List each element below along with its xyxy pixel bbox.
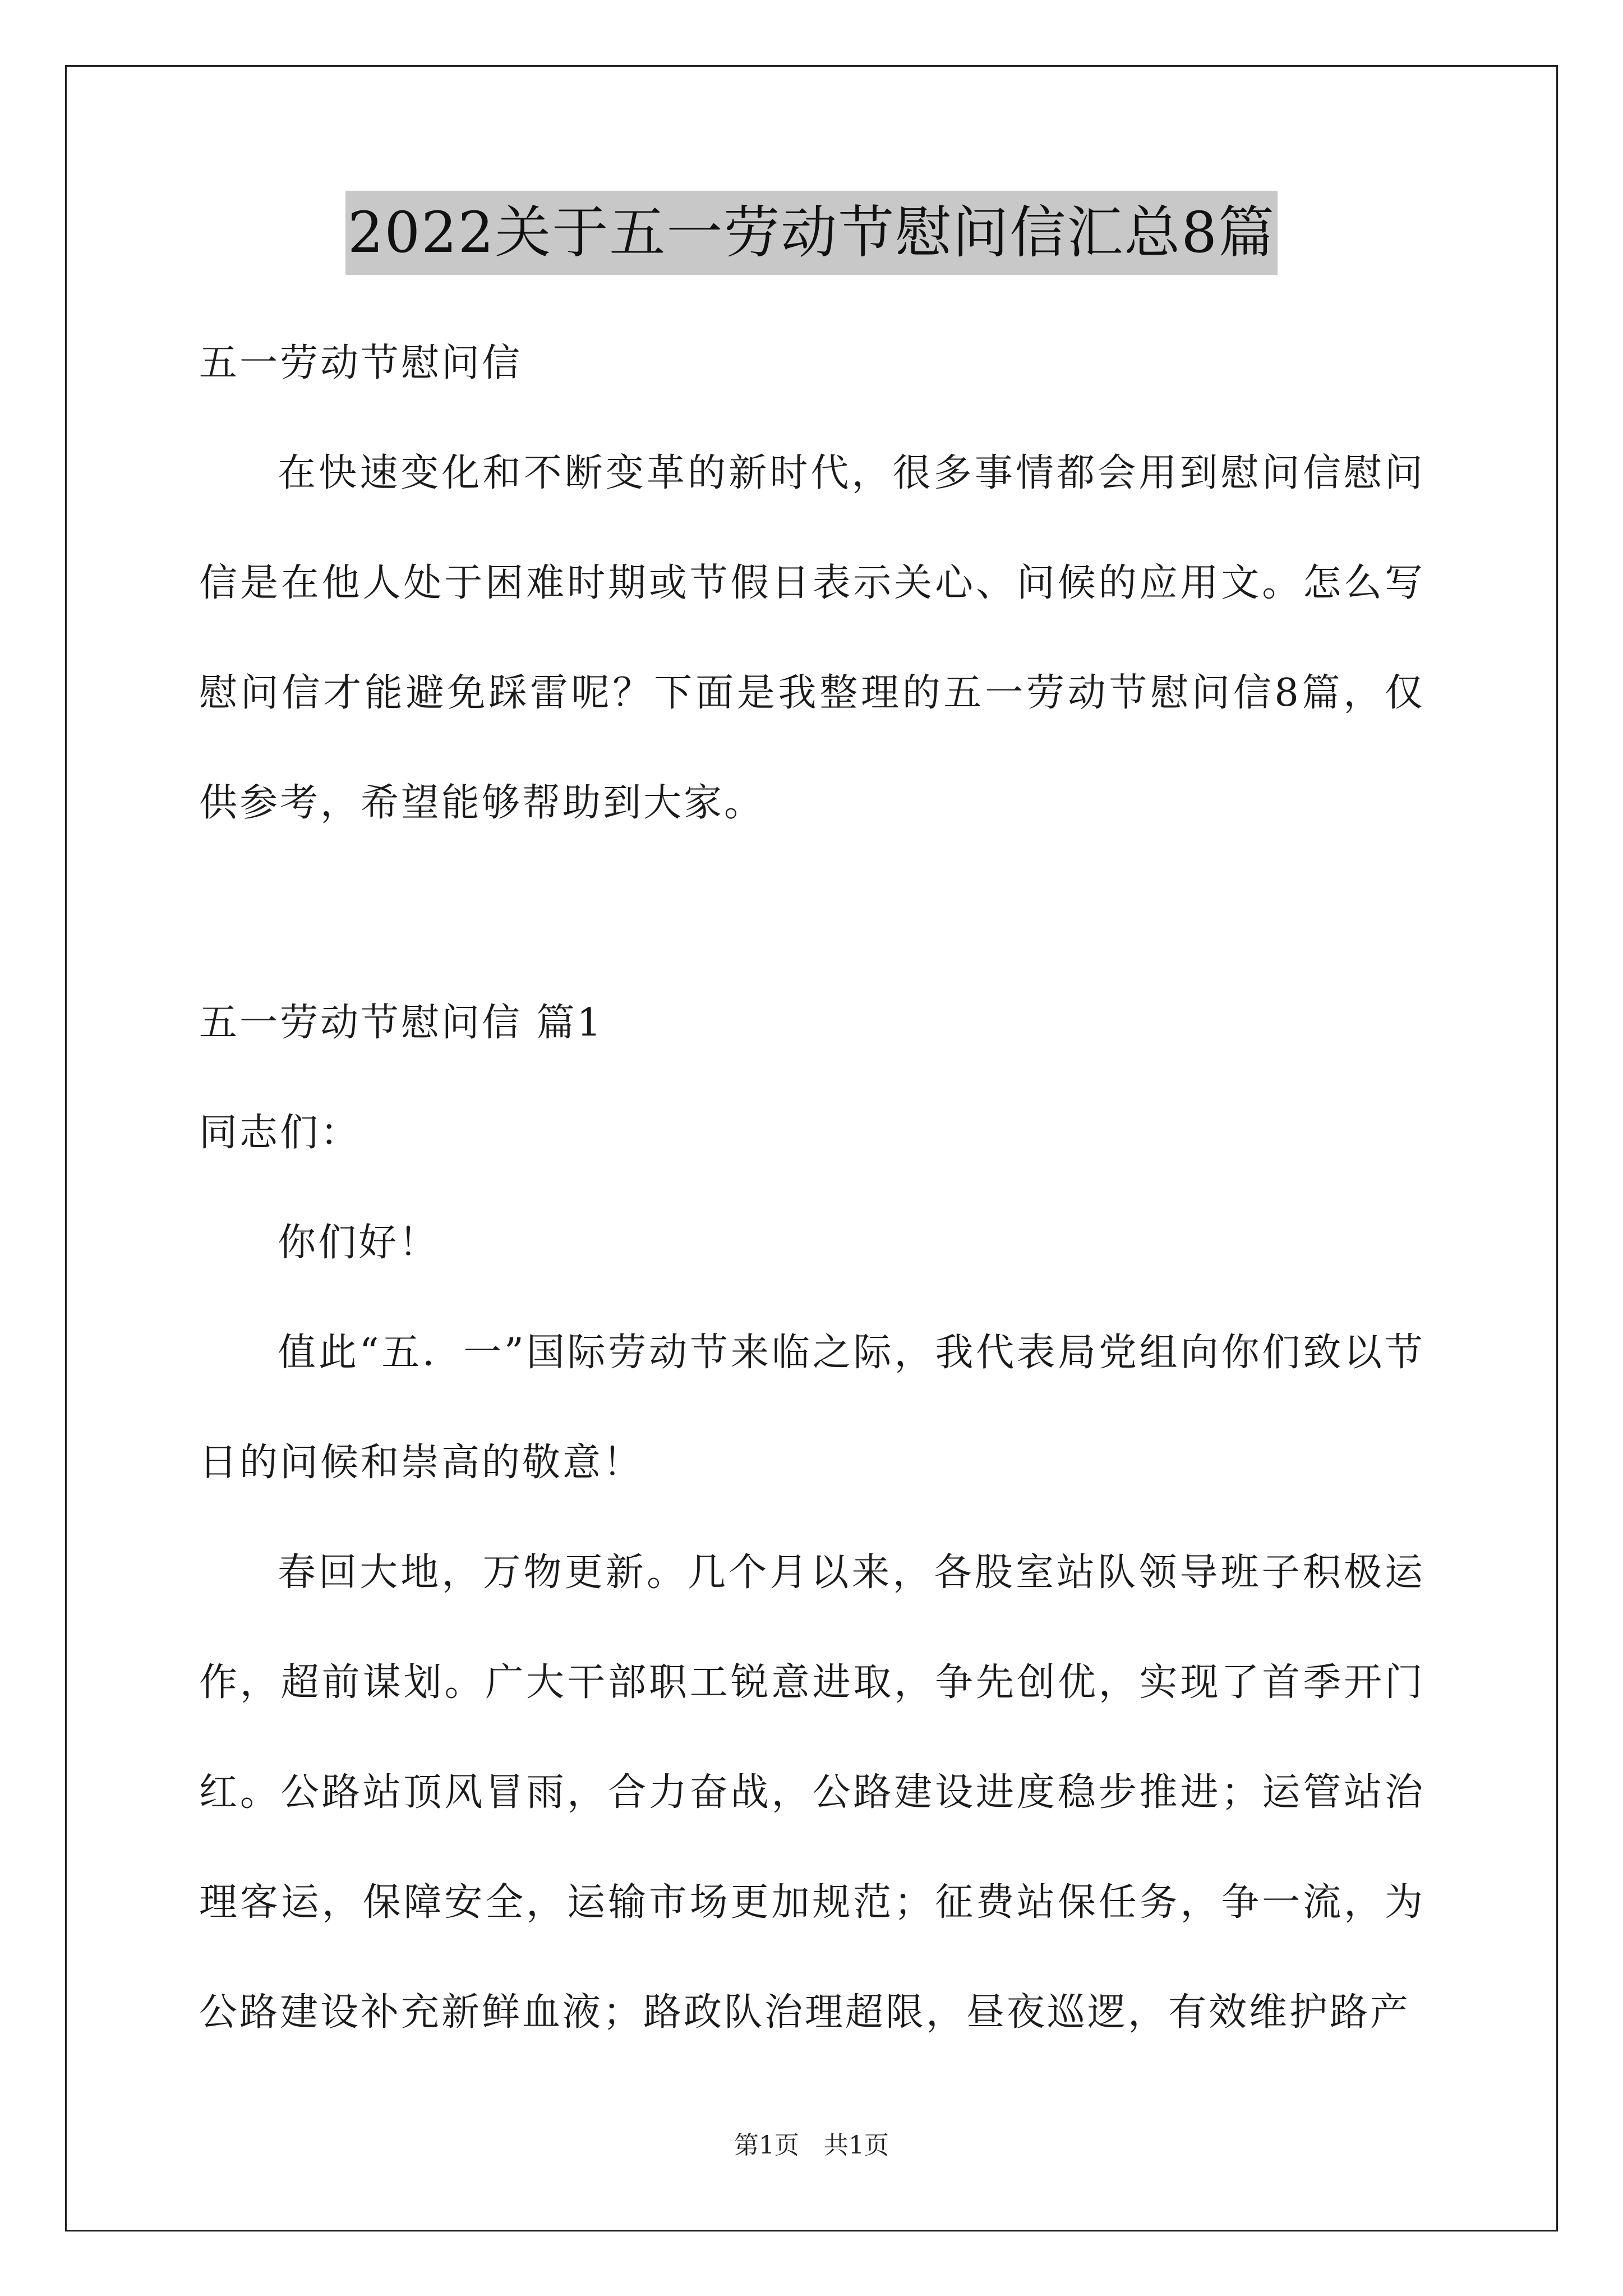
section-spacer: [199, 858, 1425, 968]
body-paragraph-2: 春回大地，万物更新。几个月以来，各股室站队领导班子积极运作，超前谋划。广大干部职工锐意进取，争先创优，实现了首季开门红。公路站顶风冒雨，合力奋战，公路建设进度稳步推进；运管站治理客运，保障安全，运输市场更加规范；征费站保任务，争一流，为公路建设补充新鲜血液；路政队治理超限，昼夜巡逻，有效维护路产: [199, 1550, 1425, 2035]
salutation: 同志们：: [199, 1111, 361, 1155]
intro-paragraph: 在快速变化和不断变革的新时代，很多事情都会用到慰问信慰问信是在他人处于困难时期或节假日表示关心、问候的应用文。怎么写慰问信才能避免踩雷呢？下面是我整理的五一劳动节慰问信8篇，仅供参考，希望能够帮助到大家。: [199, 451, 1425, 825]
document-title: 2022关于五一劳动节慰问信汇总8篇: [345, 191, 1278, 275]
document-body: [199, 309, 1425, 2068]
page-footer: [0, 2129, 1623, 2162]
intro-heading: 五一劳动节慰问信: [199, 341, 523, 385]
title-container: [0, 191, 1623, 275]
section-heading: 五一劳动节慰问信 篇1: [199, 1001, 603, 1045]
greeting: 你们好！: [278, 1221, 440, 1265]
body-paragraph-1: 值此“五．一”国际劳动节来临之际，我代表局党组向你们致以节日的问候和崇高的敬意！: [199, 1331, 1425, 1485]
page-number: 第1页 共1页: [734, 2131, 889, 2160]
